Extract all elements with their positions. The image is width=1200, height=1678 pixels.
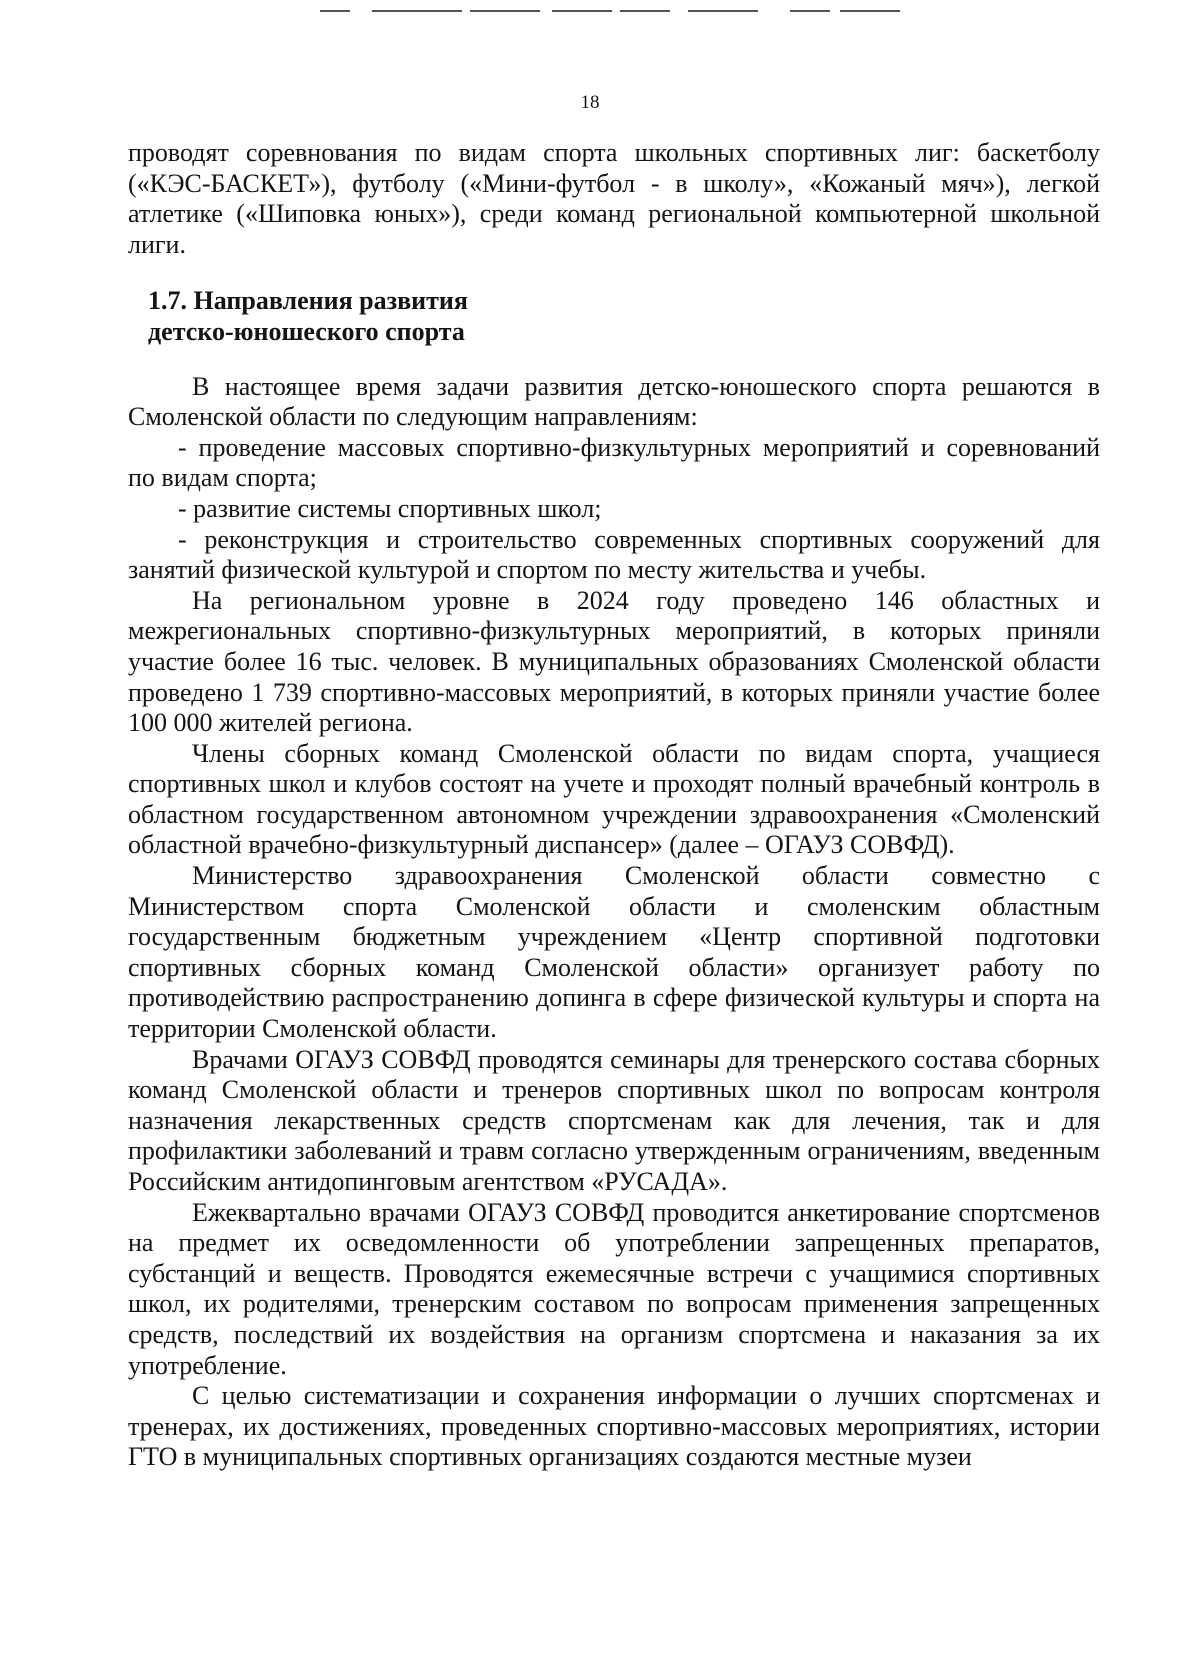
section-heading [128,286,1100,347]
paragraph-anti-doping: Министерство здравоохранения Смоленской области совместно с Министерством спорта Смоленской области и смоленским областным государственным бюджетным учреждением «Центр спортивной подготовки спортивных сборных команд Смоленской области» организует работу по противодействию распространению допинга в сфере физической культуры и спорта на территории Смоленской области. [128,861,1100,1044]
scan-artifact-marks [320,10,910,14]
section-heading-line-2: детско-юношеского спорта [148,316,465,346]
paragraph-medical-control: Члены сборных команд Смоленской области по видам спорта, учащиеся спортивных школ и клубов состоят на учете и проходят полный врачебный контроль в областном государственном автономном учреждении здравоохранения «Смоленский областной врачебно-физкультурный диспансер» (далее – ОГАУЗ СОВФД). [128,738,1100,860]
paragraph-museums: С целью систематизации и сохранения информации о лучших спортсменах и тренерах, их достижениях, проведенных спортивно-массовых мероприятиях, истории ГТО в муниципальных спортивных организациях создаются местные музеи [128,1381,1100,1472]
list-item-mass-events: - проведение массовых спортивно-физкультурных мероприятий и соревнований по видам спорта; [128,432,1100,493]
list-item-reconstruction: - реконструкция и строительство современных спортивных сооружений для занятий физической культурой и спортом по месту жительства и учебы. [128,524,1100,585]
list-item-sport-schools: - развитие системы спортивных школ; [178,493,602,523]
paragraph-regional-events: На региональном уровне в 2024 году проведено 146 областных и межрегиональных спортивно-физкультурных мероприятий, в которых приняли участие более 16 тыс. человек. В муниципальных образованиях Смоленской области проведено 1 739 спортивно-массовых мероприятий, в которых приняли участие более 100 000 жителей региона. [128,585,1100,738]
section-heading-line-1: 1.7. Направления развития [148,286,468,316]
paragraph-seminars: Врачами ОГАУЗ СОВФД проводятся семинары для тренерского состава сборных команд Смоленской области и тренеров спортивных школ по вопросам контроля назначения лекарственных средств спортсменам как для лечения, так и для профилактики заболеваний и травм согласно утвержденным ограничениям, введенным Российским антидопинговым агентством «РУСАДА». [128,1044,1100,1196]
page-number: 18 [580,92,600,113]
document-body [128,138,1100,1473]
paragraph-directions-intro: В настоящее время задачи развития детско-юношеского спорта решаются в Смоленской области по следующим направлениям: [128,371,1100,432]
paragraph-surveys: Ежеквартально врачами ОГАУЗ СОВФД проводится анкетирование спортсменов на предмет их осведомленности об употреблении запрещенных препаратов, субстанций и веществ. Проводятся ежемесячные встречи с учащимися спортивных школ, их родителями, тренерским составом по вопросам применения запрещенных средств, последствий их воздействия на организм спортсмена и наказания за их употребление. [128,1197,1100,1380]
intro-paragraph: проводят соревнования по видам спорта школьных спортивных лиг: баскетболу («КЭС-БАСКЕТ»), футболу («Мини-футбол - в школу», «Кожаный мяч»), легкой атлетике («Шиповка юных»), среди команд региональной компьютерной школьной лиги. [128,138,1100,259]
